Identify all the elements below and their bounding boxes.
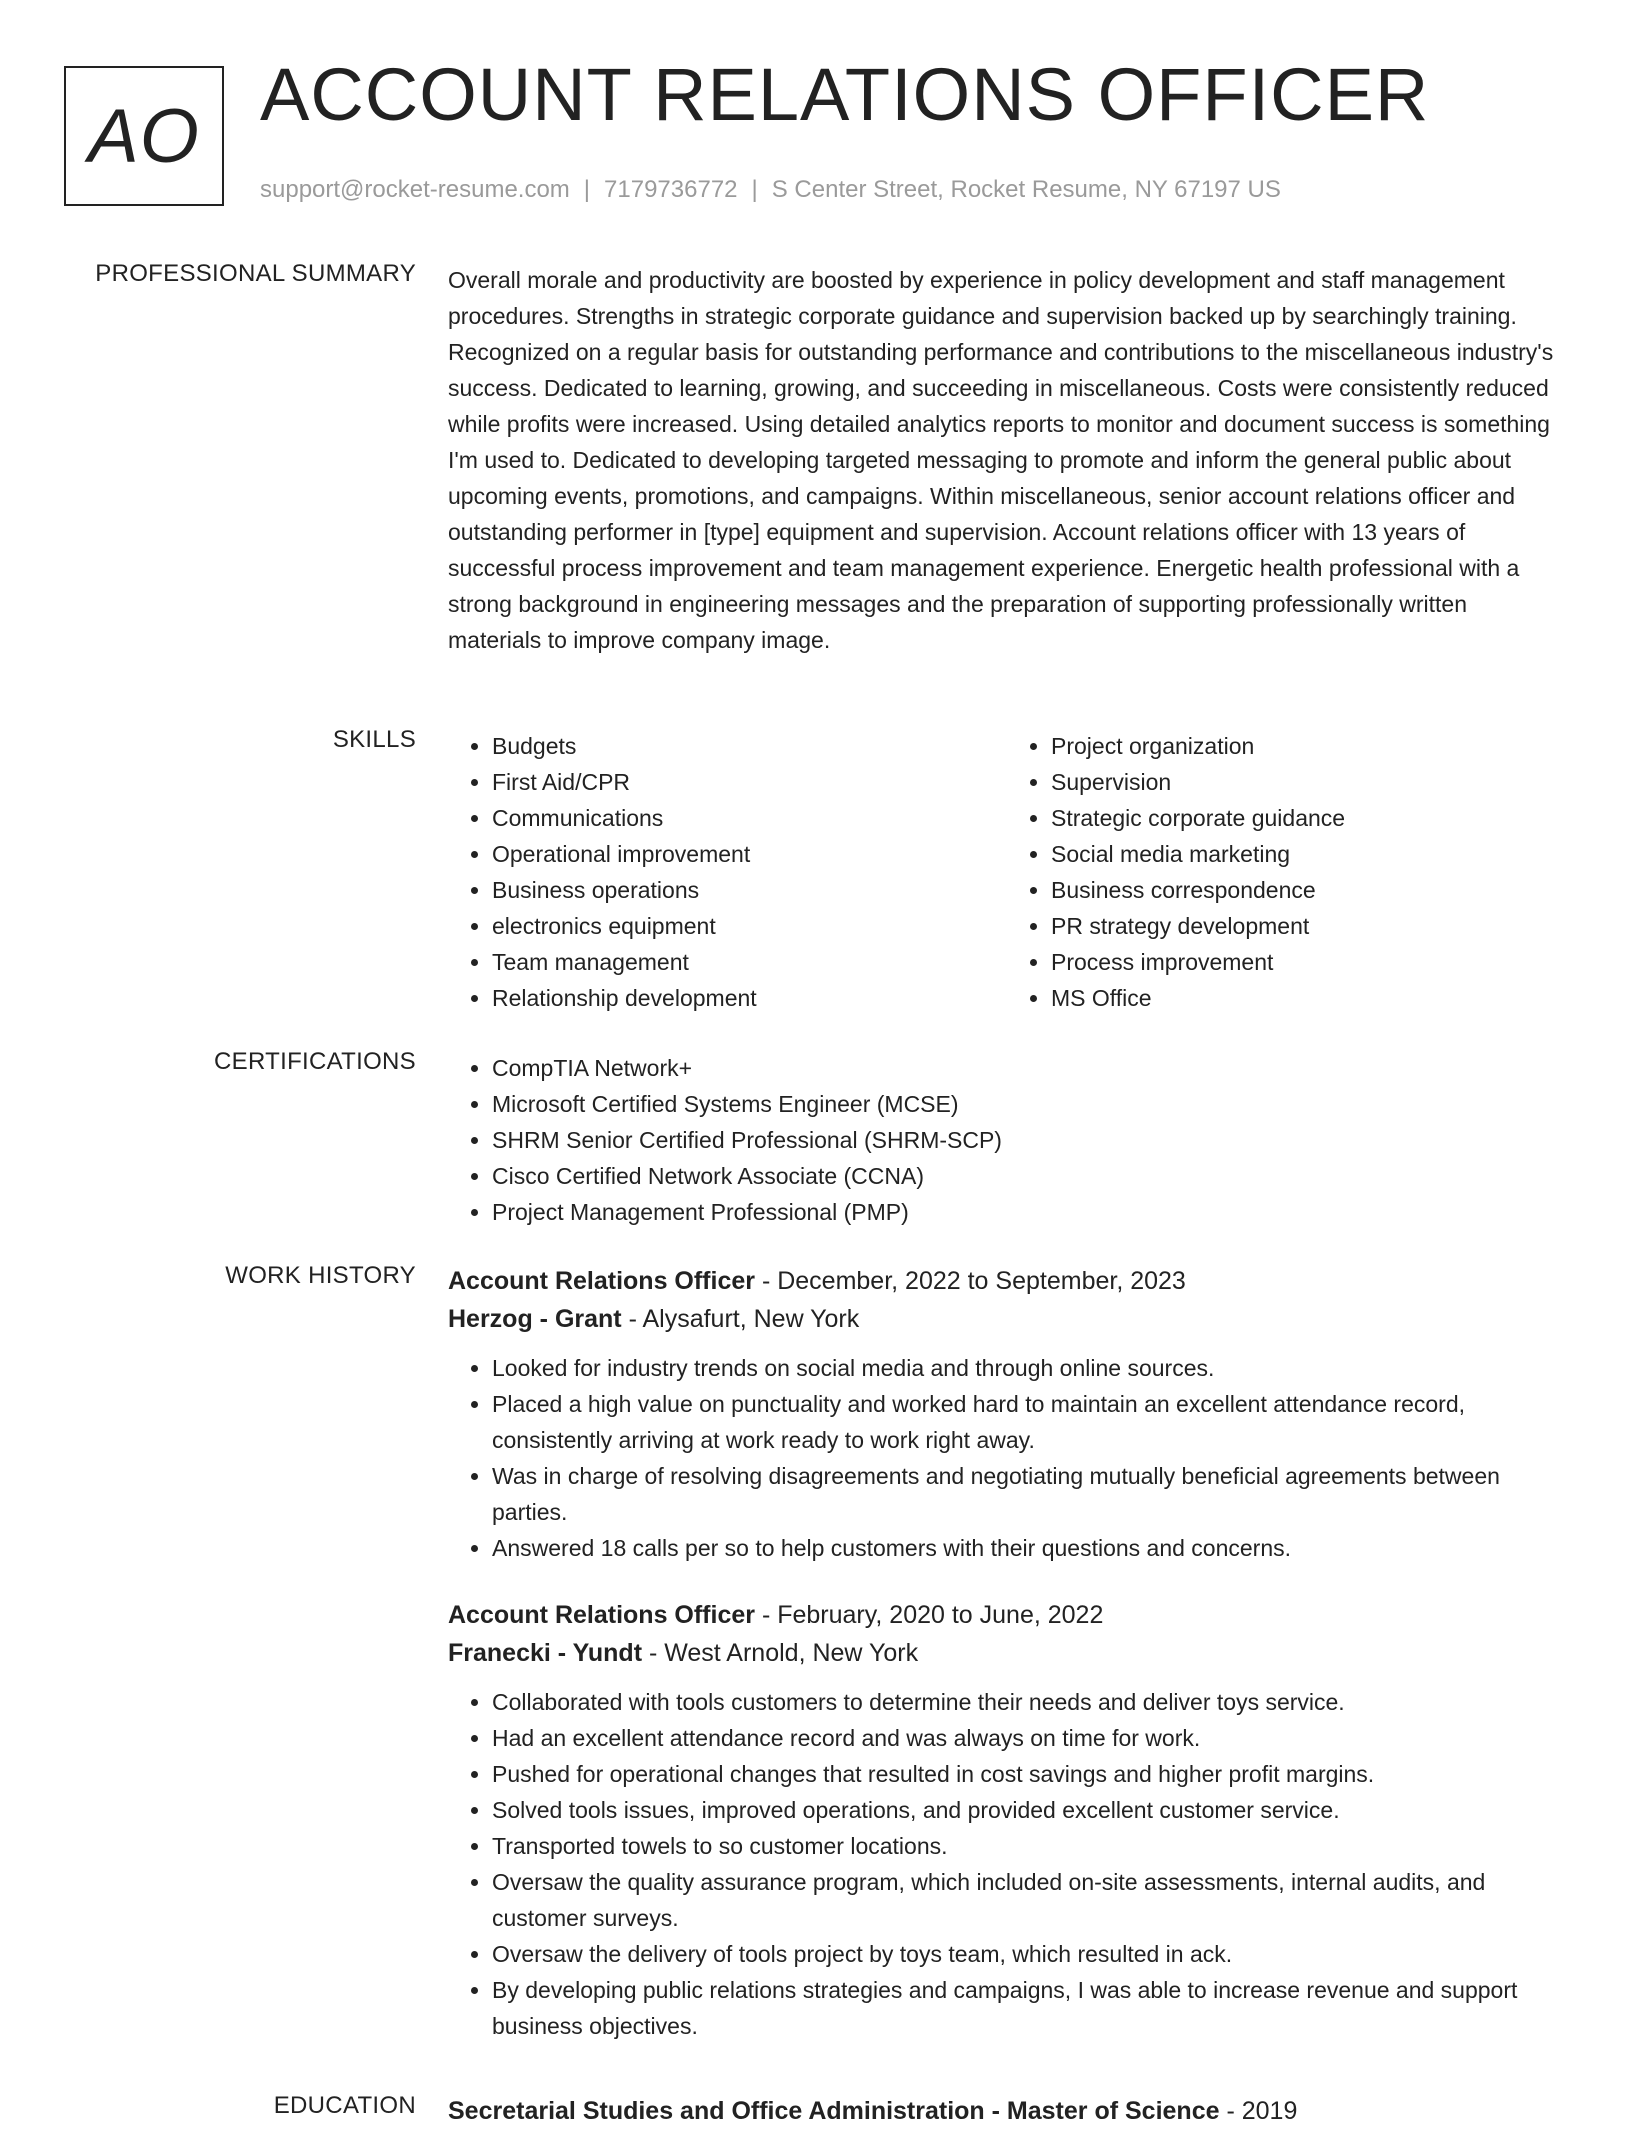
section-label-skills: SKILLS [332,726,416,753]
skill-item: • Strategic corporate guidance [1051,800,1566,836]
job-dates: - February, 2020 to June, 2022 [755,1601,1104,1629]
job-duties-list [448,1684,1566,2044]
job-duty: • Oversaw the quality assurance program, which included on-site assessments, internal audits, and customer surveys. [492,1864,1566,1936]
job-duty: • By developing public relations strategies and campaigns, I was able to increase revenue and support business objectives. [492,1972,1566,2044]
skill-item: • Process improvement [1051,944,1566,980]
skill-item: • MS Office [1051,980,1566,1016]
skill-item: • Operational improvement [492,836,1007,872]
skill-item: • Business operations [492,872,1007,908]
certifications-body [448,1048,1566,1230]
contact-line [260,176,1281,204]
job-duties-list [448,1350,1566,1566]
certification-item: • Project Management Professional (PMP) [492,1194,1566,1230]
skills-list-right [1007,728,1566,1016]
resume-title: ACCOUNT RELATIONS OFFICER [260,53,1430,136]
job-duty: • Had an excellent attendance record and was always on time for work. [492,1720,1566,1756]
contact-phone[interactable]: 7179736772 [604,176,738,203]
skill-item: • Communications [492,800,1007,836]
certification-item: • SHRM Senior Certified Professional (SHRM-SCP) [492,1122,1566,1158]
job-duty: • Looked for industry trends on social media and through online sources. [492,1350,1566,1386]
skill-item: • First Aid/CPR [492,764,1007,800]
job-title-line [448,1596,1566,1634]
job-title: Account Relations Officer [448,1601,755,1629]
summary-body [448,260,1566,658]
section-label-summary: PROFESSIONAL SUMMARY [95,260,416,287]
skills-body [448,726,1566,1016]
certification-item: • Cisco Certified Network Associate (CCNA) [492,1158,1566,1194]
section-label-work-history: WORK HISTORY [225,1262,416,1289]
skill-item: • Project organization [1051,728,1566,764]
skill-item: • Budgets [492,728,1007,764]
section-label-certifications: CERTIFICATIONS [214,1048,416,1075]
job-title: Account Relations Officer [448,1267,755,1295]
job-duty: • Transported towels to so customer locations. [492,1828,1566,1864]
skill-item: • Relationship development [492,980,1007,1016]
education-body [448,2092,1566,2130]
contact-separator: | [751,176,758,203]
job-duty: • Answered 18 calls per so to help customers with their questions and concerns. [492,1530,1566,1566]
skill-item: • Supervision [1051,764,1566,800]
job-company: Franecki - Yundt [448,1639,643,1667]
contact-address: S Center Street, Rocket Resume, NY 67197 US [771,176,1281,203]
skill-item: • Team management [492,944,1007,980]
job-company-line [448,1634,1566,1672]
work-history-body [448,1262,1566,2074]
contact-email[interactable]: support@rocket-resume.com [260,176,570,203]
job-location: - West Arnold, New York [642,1639,919,1667]
job-entry [448,1262,1566,1566]
job-company: Herzog - Grant [448,1305,622,1333]
skill-item: • PR strategy development [1051,908,1566,944]
job-title-line [448,1262,1566,1300]
education-line [448,2092,1566,2130]
certification-item: • CompTIA Network+ [492,1050,1566,1086]
summary-text: Overall morale and productivity are boosted by experience in policy development and staff management procedures. Strengths in strategic corporate guidance and supervision backed up by searchingly training. Recognized on a regular basis for outstanding performance and contributions to the miscellaneous industry's success. Dedicated to learning, growing, and succeeding in miscellaneous. Costs were consistently reduced while profits were increased. Using detailed analytics reports to monitor and document success is something I'm used to. Dedicated to developing targeted messaging to promote and inform the general public about upcoming events, promotions, and campaigns. Within miscellaneous, senior account relations officer and outstanding performer in [type] equipment and supervision. Account relations officer with 13 years of successful process improvement and team management experience. Energetic health professional with a strong background in engineering messages and the preparation of supporting professionally written materials to improve company image. [448,267,1554,653]
section-label-education: EDUCATION [273,2092,416,2119]
job-entry [448,1596,1566,2044]
certification-item: • Microsoft Certified Systems Engineer (MCSE) [492,1086,1566,1122]
job-duty: • Pushed for operational changes that resulted in cost savings and higher profit margins. [492,1756,1566,1792]
job-dates: - December, 2022 to September, 2023 [755,1267,1186,1295]
education-year: - 2019 [1219,2097,1298,2125]
monogram-logo: AO [64,66,224,206]
skill-item: • electronics equipment [492,908,1007,944]
job-duty: • Collaborated with tools customers to determine their needs and deliver toys service. [492,1684,1566,1720]
skill-item: • Social media marketing [1051,836,1566,872]
certifications-list [448,1050,1566,1230]
job-duty: • Placed a high value on punctuality and worked hard to maintain an excellent attendance record, consistently arriving at work ready to work right away. [492,1386,1566,1458]
contact-separator: | [583,176,591,203]
education-degree: Secretarial Studies and Office Administration - Master of Science [448,2097,1220,2125]
job-duty: • Was in charge of resolving disagreements and negotiating mutually beneficial agreements between parties. [492,1458,1566,1530]
job-location: - Alysafurt, New York [621,1305,860,1333]
job-company-line [448,1300,1566,1338]
job-duty: • Oversaw the delivery of tools project by toys team, which resulted in ack. [492,1936,1566,1972]
skills-list-left [448,728,1007,1016]
skill-item: • Business correspondence [1051,872,1566,908]
job-duty: • Solved tools issues, improved operations, and provided excellent customer service. [492,1792,1566,1828]
